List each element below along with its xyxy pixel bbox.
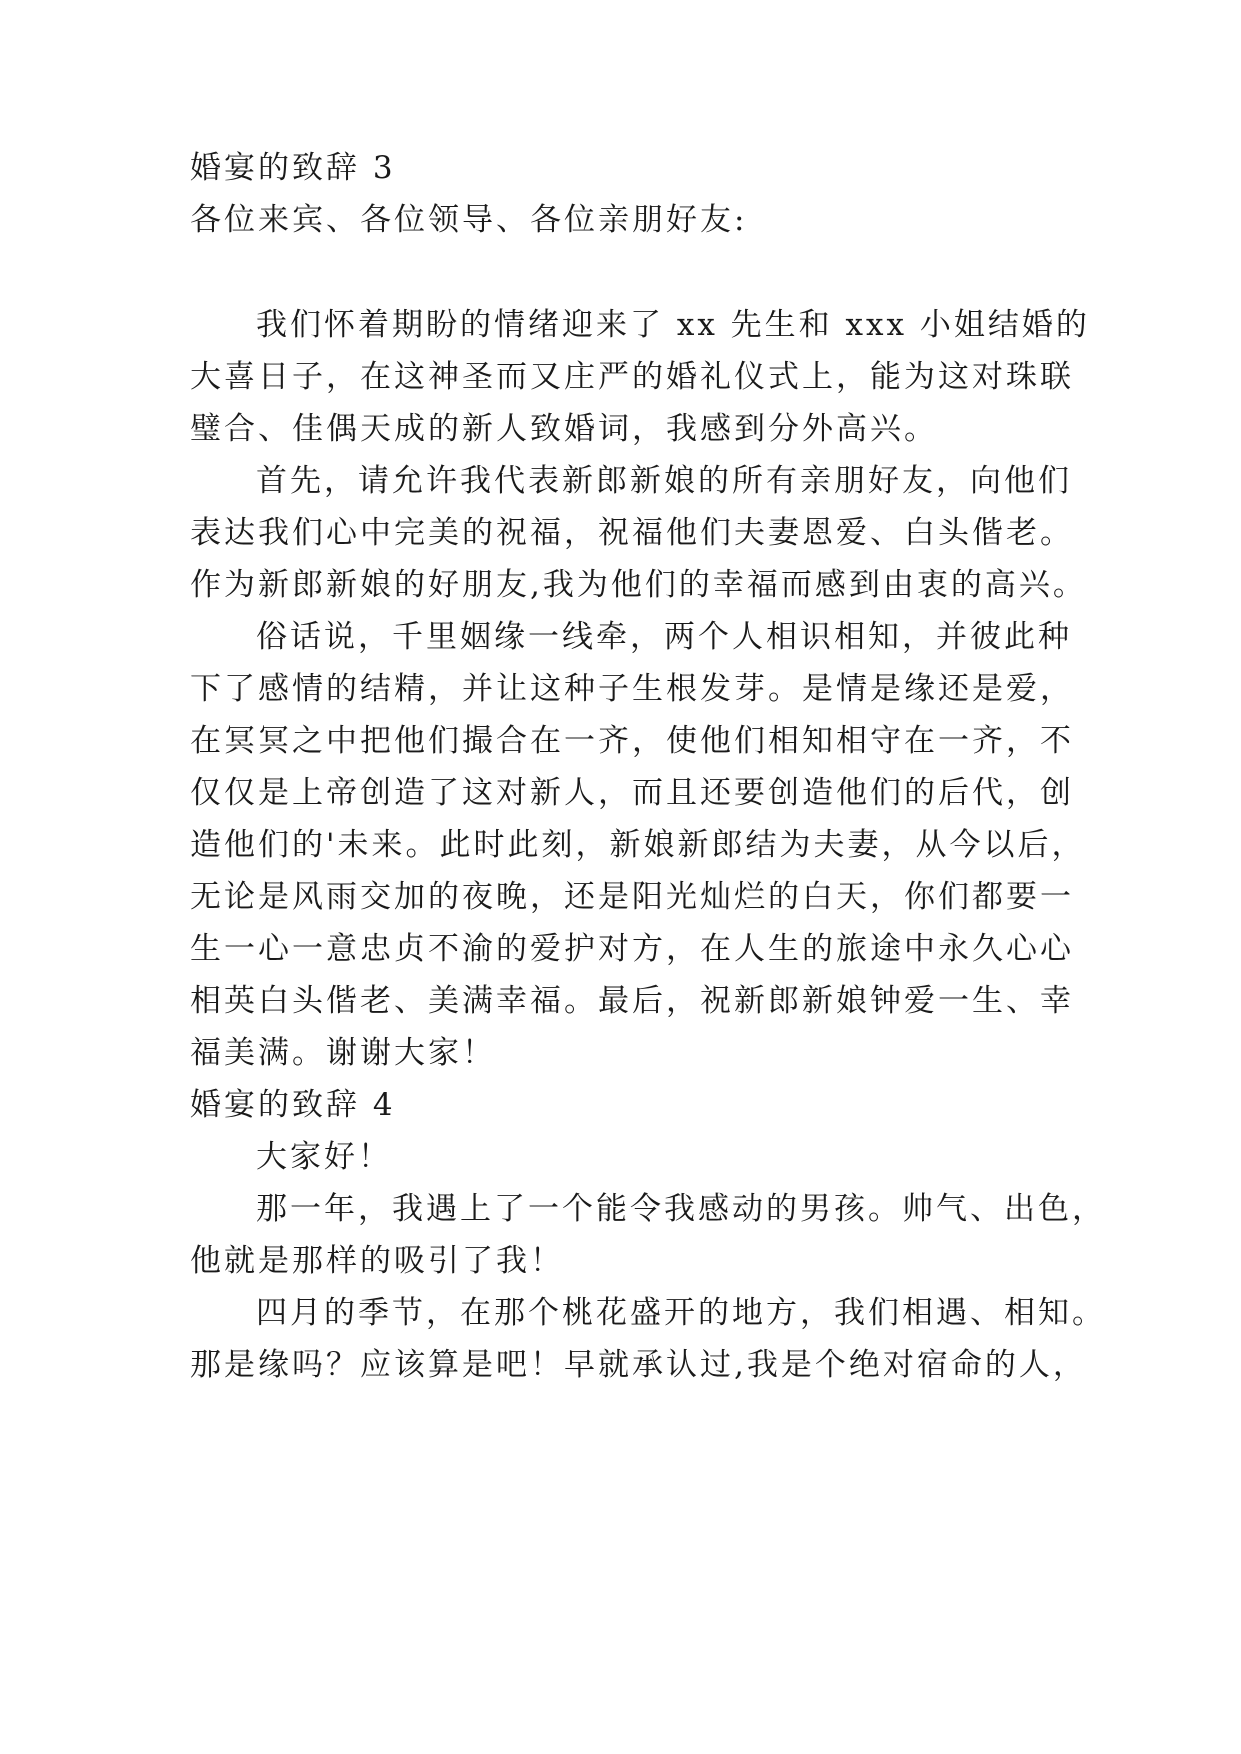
- paragraph-line: 无论是风雨交加的夜晚，还是阳光灿烂的白天，你们都要一: [190, 879, 1074, 915]
- paragraph-line: 首先，请允许我代表新郎新娘的所有亲朋好友，向他们: [256, 463, 1072, 499]
- paragraph-line: 那一年，我遇上了一个能令我感动的男孩。帅气、出色，: [256, 1191, 1106, 1227]
- paragraph-line: 下了感情的结精，并让这种子生根发芽。是情是缘还是爱，: [190, 671, 1074, 707]
- paragraph-line: 仅仅是上帝创造了这对新人，而且还要创造他们的后代，创: [190, 775, 1074, 811]
- paragraph-line: 相英白头偕老、美满幸福。最后，祝新郎新娘钟爱一生、幸: [190, 983, 1074, 1019]
- paragraph-line: 我们怀着期盼的情绪迎来了 xx 先生和 xxx 小姐结婚的: [256, 307, 1090, 343]
- paragraph-line: 那是缘吗？应该算是吧！早就承认过,我是个绝对宿命的人，: [190, 1347, 1087, 1383]
- paragraph-line: 璧合、佳偶天成的新人致婚词，我感到分外高兴。: [190, 411, 938, 447]
- paragraph-line: 在冥冥之中把他们撮合在一齐，使他们相知相守在一齐，不: [190, 723, 1074, 759]
- paragraph-line: 四月的季节，在那个桃花盛开的地方，我们相遇、相知。: [256, 1295, 1106, 1331]
- paragraph-line: 大喜日子，在这神圣而又庄严的婚礼仪式上，能为这对珠联: [190, 359, 1074, 395]
- paragraph-line: 作为新郎新娘的好朋友,我为他们的幸福而感到由衷的高兴。: [190, 567, 1087, 603]
- paragraph-line: 造他们的'未来。此时此刻，新娘新郎结为夫妻，从今以后，: [190, 827, 1086, 863]
- paragraph-line: 俗话说，千里姻缘一线牵，两个人相识相知，并彼此种: [256, 619, 1072, 655]
- section-title-4: 婚宴的致辞 4: [190, 1087, 396, 1123]
- paragraph-line: 福美满。谢谢大家！: [190, 1035, 496, 1071]
- salutation: 各位来宾、各位领导、各位亲朋好友:: [190, 202, 748, 238]
- section-title-3: 婚宴的致辞 3: [190, 150, 396, 186]
- greeting: 大家好！: [256, 1139, 392, 1175]
- paragraph-line: 他就是那样的吸引了我！: [190, 1243, 564, 1279]
- paragraph-line: 生一心一意忠贞不渝的爱护对方，在人生的旅途中永久心心: [190, 931, 1074, 967]
- paragraph-line: 表达我们心中完美的祝福，祝福他们夫妻恩爱、白头偕老。: [190, 515, 1074, 551]
